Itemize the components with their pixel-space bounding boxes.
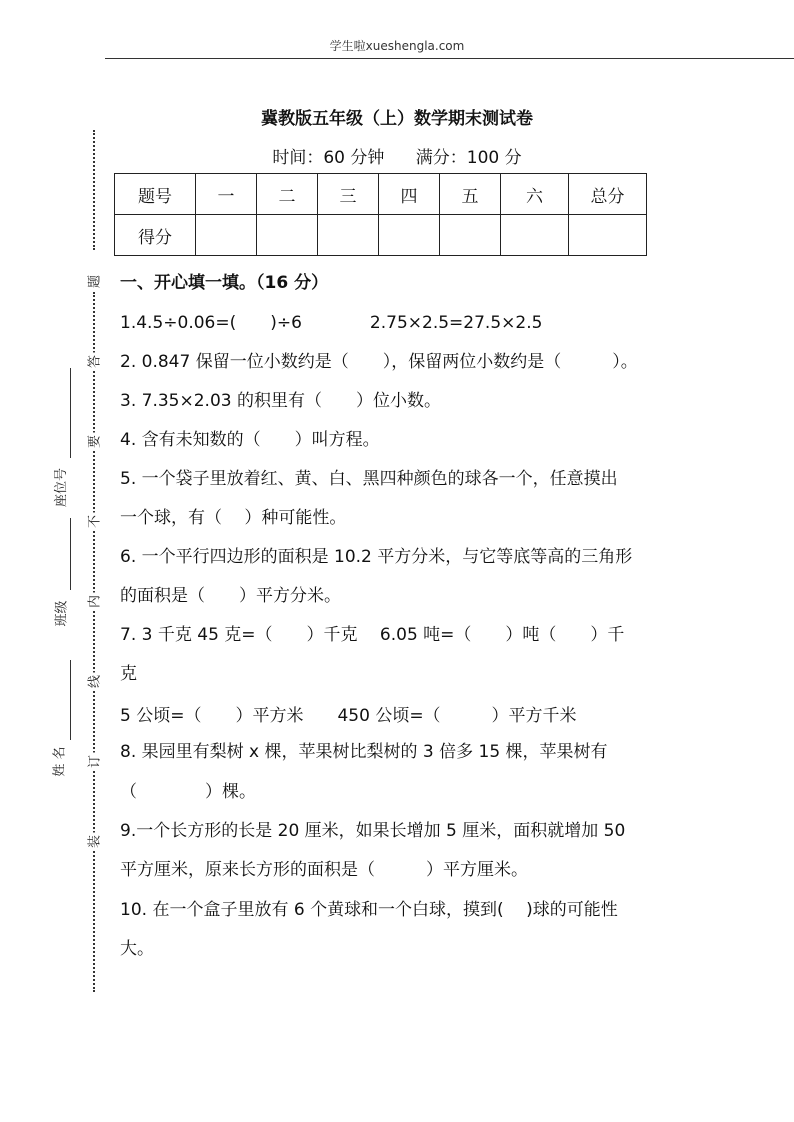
question-line: 9.一个长方形的长是 20 厘米，如果长增加 5 厘米，面积就增加 50 xyxy=(120,821,626,841)
margin-char-nei: 内 xyxy=(84,593,103,611)
question-line: 5. 一个袋子里放着红、黄、白、黑四种颜色的球各一个，任意摸出 xyxy=(120,469,618,489)
margin-char-xian: 线 xyxy=(84,673,103,691)
header-cell: 总分 xyxy=(569,174,647,215)
margin-char-ti: 题 xyxy=(84,273,103,291)
question-line: 4. 含有未知数的（ ）叫方程。 xyxy=(120,430,380,450)
question-line: 平方厘米，原来长方形的面积是（ ）平方厘米。 xyxy=(120,860,528,880)
exam-info xyxy=(0,143,794,168)
page-title: 冀教版五年级（上）数学期末测试卷 xyxy=(261,109,533,129)
score-cell xyxy=(318,215,379,256)
class-label: 班级 xyxy=(54,600,70,627)
score-table-score-row xyxy=(115,215,647,256)
question-line: 6. 一个平行四边形的面积是 10.2 平方分米，与它等底等高的三角形 xyxy=(120,547,633,567)
binding-dotted-line xyxy=(93,292,95,992)
question-line: 一个球，有（ ）种可能性。 xyxy=(120,508,347,528)
question-line: 1.4.5÷0.06=( )÷6 2.75×2.5=27.5×2.5 xyxy=(120,313,543,333)
seat-underline xyxy=(70,368,71,458)
score-cell xyxy=(196,215,257,256)
margin-char-da: 答 xyxy=(84,353,103,371)
header-rule xyxy=(105,58,794,59)
question-line: 大。 xyxy=(120,939,154,959)
header-cell: 三 xyxy=(318,174,379,215)
time-limit: 时间：60 分钟 xyxy=(272,148,385,168)
question-line: 5 公顷=（ ）平方米 450 公顷=（ ）平方千米 xyxy=(120,706,577,726)
header-cell: 四 xyxy=(379,174,440,215)
score-cell xyxy=(257,215,318,256)
header-cell: 一 xyxy=(196,174,257,215)
score-cell xyxy=(440,215,501,256)
site-header: 学生啦xueshengla.com xyxy=(329,39,465,53)
score-table xyxy=(114,173,647,256)
score-table-header-row xyxy=(115,174,647,215)
score-cell xyxy=(379,215,440,256)
question-line: 克 xyxy=(120,664,137,684)
row-label: 得分 xyxy=(115,215,196,256)
seat-label: 座位号 xyxy=(54,467,70,508)
question-line: 2. 0.847 保留一位小数约是（ ），保留两位小数约是（ ）。 xyxy=(120,352,638,372)
margin-char-bu: 不 xyxy=(84,513,103,531)
section-heading: 一、开心填一填。（16 分） xyxy=(120,273,329,293)
question-line: 7. 3 千克 45 克=（ ）千克 6.05 吨=（ ）吨（ ）千 xyxy=(120,625,625,645)
question-line: 10. 在一个盒子里放有 6 个黄球和一个白球，摸到( )球的可能性 xyxy=(120,900,618,920)
header-cell: 题号 xyxy=(115,174,196,215)
question-line: 3. 7.35×2.03 的积里有（ ）位小数。 xyxy=(120,391,441,411)
full-score: 满分：100 分 xyxy=(415,148,522,168)
margin-char-yao: 要 xyxy=(84,433,103,451)
header-cell: 六 xyxy=(501,174,569,215)
name-label: 姓 名 xyxy=(52,746,68,777)
class-underline xyxy=(70,518,71,590)
name-underline xyxy=(70,660,71,740)
header-cell: 二 xyxy=(257,174,318,215)
margin-char-ding: 订 xyxy=(84,753,103,771)
margin-char-zhuang: 装 xyxy=(84,833,103,851)
question-line: （ ）棵。 xyxy=(120,782,256,802)
question-line: 的面积是（ ）平方分米。 xyxy=(120,586,341,606)
score-cell xyxy=(569,215,647,256)
question-line: 8. 果园里有梨树 x 棵，苹果树比梨树的 3 倍多 15 棵，苹果树有 xyxy=(120,742,608,762)
header-cell: 五 xyxy=(440,174,501,215)
score-cell xyxy=(501,215,569,256)
